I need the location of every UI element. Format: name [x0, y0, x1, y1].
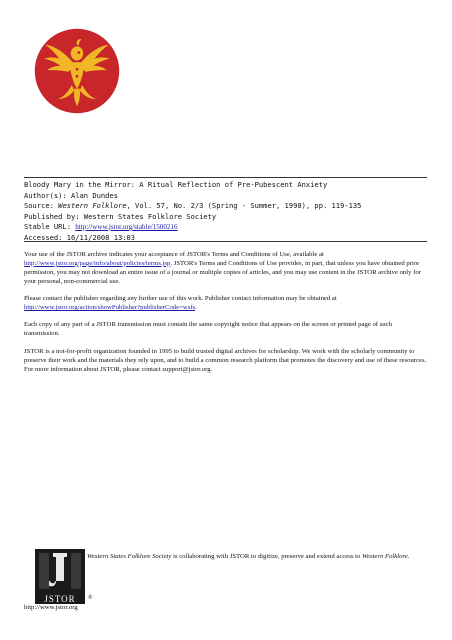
terms-block: [24, 251, 429, 383]
society-name: Western States Folklore Society: [87, 553, 172, 560]
publisher-name: Western States Folklore Society: [83, 211, 217, 221]
publisher-contact-link[interactable]: http://www.jstor.org/action/showPublisher?publisherCode=wsfs: [24, 304, 196, 312]
jstor-logo-text: JSTOR: [44, 594, 76, 604]
article-metadata: [24, 180, 429, 243]
header-top-rule: [24, 177, 427, 178]
source-journal: Western Folklore: [58, 201, 127, 210]
author-label: Author(s):: [24, 190, 71, 200]
source-label: Source:: [24, 201, 59, 210]
header-bottom-rule: [24, 241, 427, 242]
terms-paragraph: [24, 251, 429, 287]
publisher-contact-text: Please contact the publisher regarding any further use of this work. Publisher contact information may be obtained at: [24, 295, 337, 303]
jstor-logo: [33, 548, 87, 604]
source-details: , Vol. 57, No. 2/3 (Spring - Summer, 1998), pp. 119-135: [126, 201, 362, 210]
firebird-emblem-icon: [33, 27, 121, 115]
journal-name: Western Folklore.: [362, 553, 410, 560]
author-name: Alan Dundes: [70, 190, 118, 200]
terms-text-cont: . JSTOR's Terms and Conditions of Use provides, in part, that unless you have obtained prior permission, you may not download an entire issue of a journal or multiple copies of articles, and you may use content in the JSTOR archive only for your personal, non-commercial use.: [24, 259, 421, 285]
collaboration-notice: [87, 553, 427, 562]
publisher-line: [24, 212, 429, 223]
stable-url-label: Stable URL:: [24, 222, 76, 231]
stable-url-link[interactable]: http://www.jstor.org/stable/1500216: [75, 223, 178, 231]
terms-link[interactable]: http://www.jstor.org/page/info/about/policies/terms.jsp: [24, 259, 171, 267]
registered-mark: ®: [88, 595, 93, 601]
jstor-url[interactable]: http://www.jstor.org: [24, 604, 78, 611]
copyright-paragraph: Each copy of any part of a JSTOR transmission must contain the same copyright notice that appears on the screen or printed page of such transmission.: [24, 321, 392, 338]
collaboration-text: is collaborating with JSTOR to digitize, preserve and extend access to: [171, 553, 363, 560]
accessed-label: Accessed:: [24, 232, 67, 242]
author-line: [24, 191, 429, 202]
publisher-contact-paragraph: [24, 295, 429, 313]
article-title: Bloody Mary in the Mirror: A Ritual Reflection of Pre-Pubescent Anxiety: [24, 180, 328, 189]
source-line: [24, 201, 429, 212]
jstor-about-paragraph: JSTOR is a not-for-profit organization founded in 1995 to build trusted digital archives for scholarship. We work with the scholarly community to preserve their work and the materials they rely upon, and to build a common research platform that promotes the discovery and use of these resources. For more information about JSTOR, please contact support@jstor.org.: [24, 347, 427, 373]
terms-text: Your use of the JSTOR archive indicates your acceptance of JSTOR's Terms and Conditions of Use, available at: [24, 251, 324, 258]
publisher-contact-end: .: [195, 304, 197, 312]
stable-url-line: [24, 222, 429, 233]
publisher-label: Published by:: [24, 211, 84, 221]
accessed-date: 16/11/2008 13:03: [66, 232, 136, 242]
